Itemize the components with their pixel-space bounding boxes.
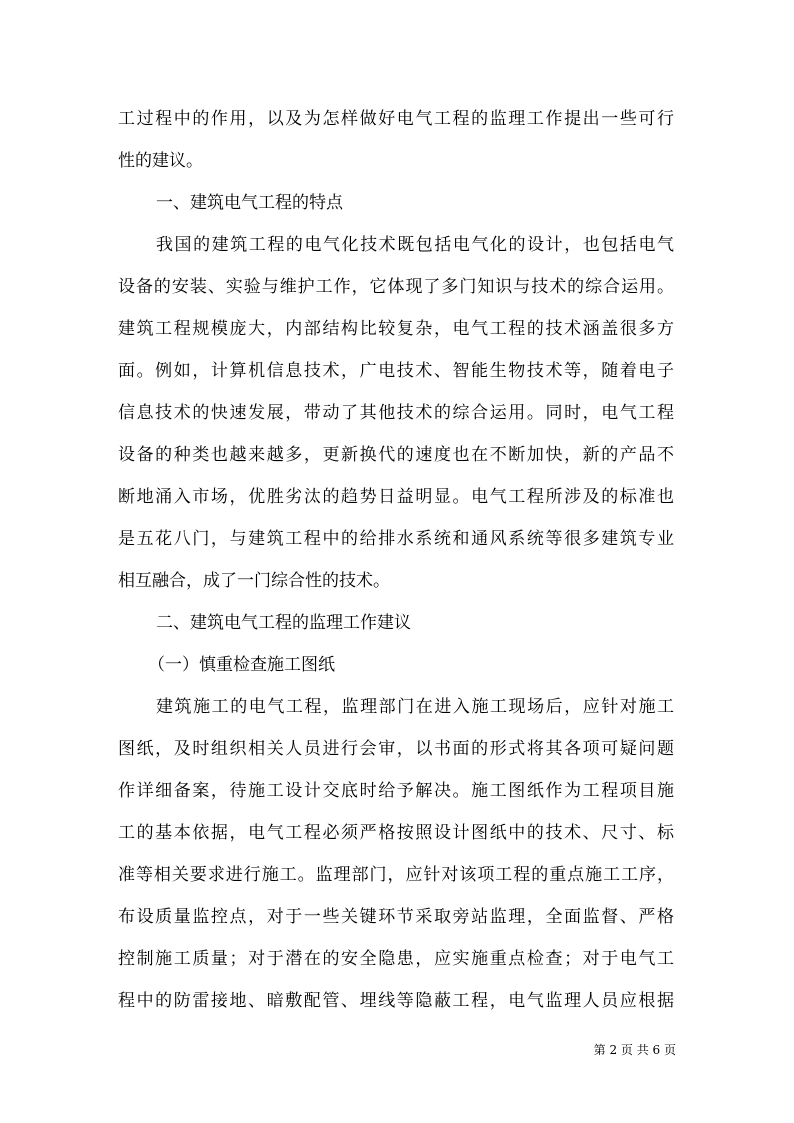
text-line: 图纸，及时组织相关人员进行会审，以书面的形式将其各项可疑问题 <box>118 739 674 759</box>
text-line: 建筑工程规模庞大，内部结构比较复杂，电气工程的技术涵盖很多方 <box>118 319 674 339</box>
subsection-heading: （一）慎重检查施工图纸 <box>148 655 335 675</box>
text-line: 布设质量监控点，对于一些关键环节采取旁站监理，全面监督、严格 <box>118 907 674 927</box>
text-line: 控制施工质量；对于潜在的安全隐患，应实施重点检查；对于电气工 <box>118 949 674 969</box>
text-line: 相互融合，成了一门综合性的技术。 <box>118 571 390 591</box>
text-line: 准等相关要求进行施工。监理部门，应针对该项工程的重点施工工序， <box>118 865 674 885</box>
text-line: 性的建议。 <box>118 151 203 171</box>
text-line: 设备的安装、实验与维护工作，它体现了多门知识与技术的综合运用。 <box>118 277 674 297</box>
page-number: 第 2 页 共 6 页 <box>593 1043 676 1057</box>
section-heading: 一、建筑电气工程的特点 <box>156 193 343 213</box>
text-line: 工的基本依据，电气工程必须严格按照设计图纸中的技术、尺寸、标 <box>118 823 674 843</box>
paragraph-first-line: 建筑施工的电气工程，监理部门在进入施工现场后，应针对施工 <box>156 697 674 717</box>
text-line: 信息技术的快速发展，带动了其他技术的综合运用。同时，电气工程 <box>118 403 674 423</box>
text-line: 是五花八门，与建筑工程中的给排水系统和通风系统等很多建筑专业 <box>118 529 674 549</box>
section-heading: 二、建筑电气工程的监理工作建议 <box>156 613 411 633</box>
text-line: 设备的种类也越来越多，更新换代的速度也在不断加快，新的产品不 <box>118 445 674 465</box>
paragraph-first-line: 我国的建筑工程的电气化技术既包括电气化的设计，也包括电气 <box>156 235 674 255</box>
text-line: 程中的防雷接地、暗敷配管、埋线等隐蔽工程，电气监理人员应根据 <box>118 991 674 1011</box>
document-body <box>118 98 674 1022</box>
text-line: 面。例如，计算机信息技术，广电技术、智能生物技术等，随着电子 <box>118 361 674 381</box>
text-line: 工过程中的作用，以及为怎样做好电气工程的监理工作提出一些可行 <box>118 109 674 129</box>
text-line: 作详细备案，待施工设计交底时给予解决。施工图纸作为工程项目施 <box>118 781 674 801</box>
text-line: 断地涌入市场，优胜劣汰的趋势日益明显。电气工程所涉及的标准也 <box>118 487 674 507</box>
